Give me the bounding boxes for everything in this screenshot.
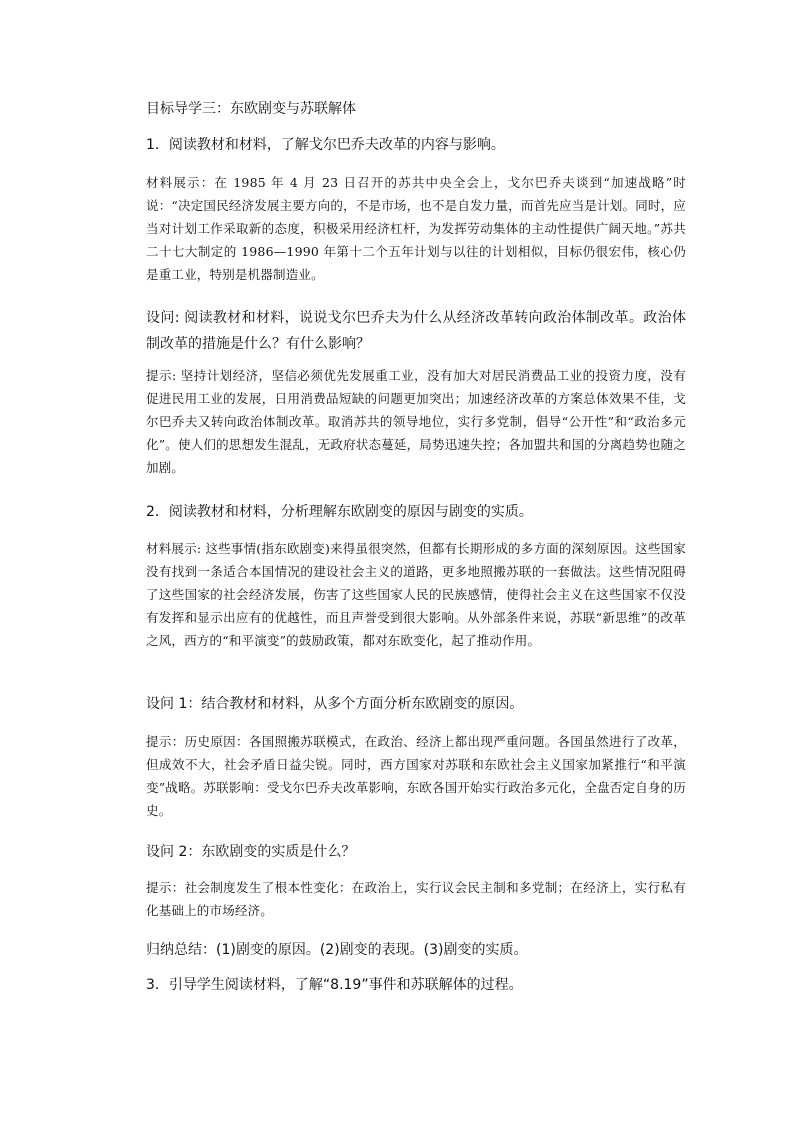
question1-text: ：结合教材和材料，从多个方面分析东欧剧变的原因。 xyxy=(187,696,524,712)
hint-text: : 坚持计划经济，坚信必须优先发展重工业，没有加大对居民消费品工业的投资力度，没有促进民用工业的发展，日用消费品短缺的问题更加突出；加速经济改革的方案总体效果不佳，戈尔巴乔夫又转向政治体制改革。取消苏共的领导地位，实行多党制，倡导“公开性”和“政治多元化”。使人们的思想发生混乱，无政府状态蔓延，局势迅速失控；各加盟共和国的分离趋势也随之加剧。 xyxy=(146,368,687,475)
item3-heading: 3．引导学生阅读材料，了解“8.19”事件和苏联解体的过程。 xyxy=(146,977,523,993)
question2-label: 设问 2 xyxy=(146,844,188,860)
hint-label: 提示 xyxy=(146,368,172,383)
material-label: 材料展示： xyxy=(146,175,215,190)
hint2-label: 提示 xyxy=(146,880,172,895)
question-text: : 阅读教材和材料，说说戈尔巴乔夫为什么从经济改革转向政治体制改革。政治体制改革的措施是什么？有什么影响？ xyxy=(146,310,687,352)
question-label: 设问 xyxy=(146,310,175,326)
item2-question1 xyxy=(146,694,686,714)
item2-hint2 xyxy=(146,876,686,922)
item2-material xyxy=(146,537,686,652)
question1-label: 设问 1 xyxy=(146,696,188,712)
item1-question xyxy=(146,305,686,357)
hint1-text: ：历史原因：各国照搬苏联模式，在政治、经济上都出现严重问题。各国虽然进行了改革，但成效不大，社会矛盾日益尖锐。同时，西方国家对苏联和东欧社会主义国家加紧推行“和平演变”战略。苏联影响：受戈尔巴乔夫改革影响，东欧各国开始实行政治多元化，全盘否定自身的历史。 xyxy=(146,734,686,818)
item2-hint1 xyxy=(146,730,686,822)
material-label: 材料展示 xyxy=(146,541,197,556)
hint2-text: ：社会制度发生了根本性变化：在政治上，实行议会民主制和多党制；在经济上，实行私有化基础上的市场经济。 xyxy=(146,880,686,918)
item1-material xyxy=(146,171,686,286)
item1-heading: 1．阅读教材和材料，了解戈尔巴乔夫改革的内容与影响。 xyxy=(146,137,505,153)
item1-hint xyxy=(146,364,686,479)
question2-text: ：东欧剧变的实质是什么？ xyxy=(187,844,356,860)
material-text: 在 1985 年 4 月 23 日召开的苏共中央全会上，戈尔巴乔夫谈到“加速战略”时说：“决定国民经济发展主要方向的，不是市场，也不是自发力量，而首先应当是计划。同时，应当对计划工作采取新的态度，积极采用经济杠杆，为发挥劳动集体的主动性提供广阔天地。”苏共二十七大制定的 1986—1990 年第十二个五年计划与以往的计划相似，目标仍很宏伟，核心仍是重工业，特别是机器制造业。 xyxy=(146,175,686,282)
hint1-label: 提示 xyxy=(146,734,172,749)
item2-question2 xyxy=(146,842,686,862)
material-text: : 这些事情(指东欧剧变)来得虽很突然，但都有长期形成的多方面的深刻原因。这些国家没有找到一条适合本国情况的建设社会主义的道路，更多地照搬苏联的一套做法。这些情况阻碍了这些国家的社会经济发展，伤害了这些国家人民的民族感情，使得社会主义在这些国家不仅没有发挥和显示出应有的优越性，而且声誉受到很大影响。从外部条件来说，苏联“新思维”的改革之风，西方的“和平演变”的鼓励政策，都对东欧变化，起了推动作用。 xyxy=(146,541,686,648)
item2-heading: 2．阅读教材和材料，分析理解东欧剧变的原因与剧变的实质。 xyxy=(146,504,533,520)
item2-summary: 归纳总结：(1)剧变的原因。(2)剧变的表现。(3)剧变的实质。 xyxy=(146,942,528,958)
section-title: 目标导学三：东欧剧变与苏联解体 xyxy=(146,101,356,117)
